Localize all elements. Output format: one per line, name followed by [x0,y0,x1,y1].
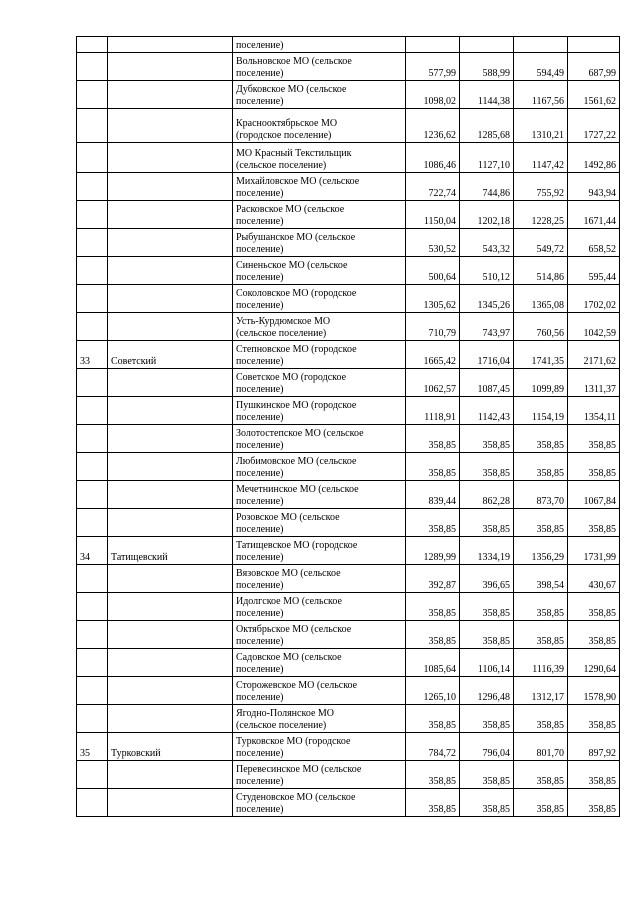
settlement-name-cell: Золотостепское МО (сельское поселение) [233,425,406,453]
value-cell-4: 358,85 [568,453,620,481]
value-cell-3: 1356,29 [514,537,568,565]
value-cell-4: 1492,86 [568,143,620,173]
district-cell: Советский [108,341,233,369]
row-number-cell [77,81,108,109]
district-cell [108,143,233,173]
table-row [77,761,620,789]
row-number-cell [77,621,108,649]
settlement-name-cell: Студеновское МО (сельское поселение) [233,789,406,817]
value-cell-2: 510,12 [460,257,514,285]
table-row [77,677,620,705]
district-cell [108,201,233,229]
table-row [77,229,620,257]
value-cell-3: 358,85 [514,761,568,789]
row-number-cell: 35 [77,733,108,761]
settlement-name-cell: поселение) [233,37,406,53]
value-cell-2: 358,85 [460,593,514,621]
value-cell-1: 1289,99 [406,537,460,565]
value-cell-1: 358,85 [406,789,460,817]
settlement-name-cell: Пушкинское МО (городское поселение) [233,397,406,425]
table-row [77,733,620,761]
value-cell-1: 358,85 [406,425,460,453]
value-cell-4: 358,85 [568,789,620,817]
row-number-cell [77,369,108,397]
value-cell-1: 1118,91 [406,397,460,425]
table-row [77,313,620,341]
district-cell [108,81,233,109]
value-cell-1: 500,64 [406,257,460,285]
row-number-cell [77,173,108,201]
table-row [77,481,620,509]
row-number-cell [77,761,108,789]
value-cell-4: 358,85 [568,621,620,649]
settlement-name-cell: Идолгское МО (сельское поселение) [233,593,406,621]
settlement-name-cell: Ягодно-Полянское МО (сельское поселение) [233,705,406,733]
row-number-cell [77,789,108,817]
settlement-name-cell: Сторожевское МО (сельское поселение) [233,677,406,705]
value-cell-2: 358,85 [460,761,514,789]
value-cell-2: 588,99 [460,53,514,81]
settlement-name-cell: Татищевское МО (городское поселение) [233,537,406,565]
table-row [77,285,620,313]
value-cell-2: 1087,45 [460,369,514,397]
district-cell [108,425,233,453]
row-number-cell [77,705,108,733]
value-cell-1: 1062,57 [406,369,460,397]
settlements-table-body [77,37,620,817]
value-cell-2: 1144,38 [460,81,514,109]
value-cell-1: 839,44 [406,481,460,509]
settlement-name-cell: Расковское МО (сельское поселение) [233,201,406,229]
value-cell-4: 358,85 [568,425,620,453]
value-cell-2: 358,85 [460,509,514,537]
value-cell-3: 1167,56 [514,81,568,109]
value-cell-2 [460,37,514,53]
row-number-cell [77,425,108,453]
district-cell [108,173,233,201]
value-cell-4: 943,94 [568,173,620,201]
table-row [77,143,620,173]
table-row [77,81,620,109]
table-row [77,789,620,817]
value-cell-2: 796,04 [460,733,514,761]
value-cell-4: 1727,22 [568,109,620,143]
value-cell-2: 358,85 [460,705,514,733]
table-row [77,705,620,733]
value-cell-1: 577,99 [406,53,460,81]
settlement-name-cell: Краснооктябрьское МО (городское поселение) [233,109,406,143]
value-cell-3: 358,85 [514,425,568,453]
value-cell-1: 1236,62 [406,109,460,143]
value-cell-1: 1665,42 [406,341,460,369]
district-cell [108,621,233,649]
value-cell-3: 594,49 [514,53,568,81]
row-number-cell [77,649,108,677]
table-row [77,593,620,621]
value-cell-4: 595,44 [568,257,620,285]
district-cell [108,109,233,143]
value-cell-4 [568,37,620,53]
value-cell-3: 801,70 [514,733,568,761]
settlement-name-cell: Советское МО (городское поселение) [233,369,406,397]
value-cell-3: 358,85 [514,509,568,537]
settlement-name-cell: Розовское МО (сельское поселение) [233,509,406,537]
value-cell-1: 784,72 [406,733,460,761]
settlement-name-cell: Синеньское МО (сельское поселение) [233,257,406,285]
value-cell-2: 862,28 [460,481,514,509]
value-cell-3: 1365,08 [514,285,568,313]
value-cell-1: 1098,02 [406,81,460,109]
value-cell-2: 358,85 [460,453,514,481]
value-cell-1: 710,79 [406,313,460,341]
settlement-name-cell: Усть-Курдюмское МО (сельское поселение) [233,313,406,341]
table-row [77,621,620,649]
row-number-cell [77,565,108,593]
table-row [77,565,620,593]
table-row [77,649,620,677]
settlement-name-cell: Михайловское МО (сельское поселение) [233,173,406,201]
settlement-name-cell: Соколовское МО (городское поселение) [233,285,406,313]
settlement-name-cell: Рыбушанское МО (сельское поселение) [233,229,406,257]
value-cell-1: 392,87 [406,565,460,593]
value-cell-2: 1127,10 [460,143,514,173]
table-row [77,201,620,229]
settlement-name-cell: Степновское МО (городское поселение) [233,341,406,369]
value-cell-4: 358,85 [568,705,620,733]
value-cell-2: 1296,48 [460,677,514,705]
district-cell: Татищевский [108,537,233,565]
settlement-name-cell: Мечетнинское МО (сельское поселение) [233,481,406,509]
settlement-name-cell: Вязовское МО (сельское поселение) [233,565,406,593]
table-row [77,425,620,453]
value-cell-3: 1312,17 [514,677,568,705]
value-cell-4: 1702,02 [568,285,620,313]
value-cell-1: 358,85 [406,509,460,537]
value-cell-4: 1290,64 [568,649,620,677]
row-number-cell: 33 [77,341,108,369]
district-cell [108,509,233,537]
district-cell [108,53,233,81]
value-cell-1: 358,85 [406,761,460,789]
table-row [77,369,620,397]
value-cell-2: 1334,19 [460,537,514,565]
value-cell-4: 1578,90 [568,677,620,705]
value-cell-1: 1150,04 [406,201,460,229]
table-row [77,53,620,81]
row-number-cell [77,313,108,341]
value-cell-2: 396,65 [460,565,514,593]
settlement-name-cell: Любимовское МО (сельское поселение) [233,453,406,481]
value-cell-1: 722,74 [406,173,460,201]
value-cell-3: 514,86 [514,257,568,285]
value-cell-4: 430,67 [568,565,620,593]
value-cell-4: 358,85 [568,509,620,537]
value-cell-2: 1142,43 [460,397,514,425]
value-cell-2: 358,85 [460,789,514,817]
row-number-cell [77,481,108,509]
value-cell-3: 1154,19 [514,397,568,425]
row-number-cell [77,53,108,81]
row-number-cell [77,143,108,173]
value-cell-4: 358,85 [568,761,620,789]
table-row [77,173,620,201]
settlement-name-cell: МО Красный Текстильщик (сельское поселение) [233,143,406,173]
value-cell-2: 1106,14 [460,649,514,677]
value-cell-3: 1741,35 [514,341,568,369]
table-row [77,109,620,143]
row-number-cell [77,453,108,481]
value-cell-3: 1147,42 [514,143,568,173]
settlement-name-cell: Садовское МО (сельское поселение) [233,649,406,677]
value-cell-3: 755,92 [514,173,568,201]
value-cell-2: 358,85 [460,425,514,453]
district-cell [108,285,233,313]
value-cell-2: 543,32 [460,229,514,257]
row-number-cell [77,109,108,143]
value-cell-3: 1116,39 [514,649,568,677]
value-cell-3 [514,37,568,53]
row-number-cell: 34 [77,537,108,565]
value-cell-4: 897,92 [568,733,620,761]
district-cell [108,565,233,593]
district-cell [108,397,233,425]
row-number-cell [77,397,108,425]
value-cell-4: 687,99 [568,53,620,81]
value-cell-3: 760,56 [514,313,568,341]
value-cell-3: 1099,89 [514,369,568,397]
settlements-table [76,36,620,817]
value-cell-1: 358,85 [406,593,460,621]
value-cell-4: 1731,99 [568,537,620,565]
value-cell-2: 358,85 [460,621,514,649]
value-cell-2: 1345,26 [460,285,514,313]
district-cell [108,761,233,789]
row-number-cell [77,285,108,313]
value-cell-1: 358,85 [406,453,460,481]
value-cell-1: 1305,62 [406,285,460,313]
value-cell-2: 1285,68 [460,109,514,143]
value-cell-3: 358,85 [514,593,568,621]
value-cell-1: 530,52 [406,229,460,257]
table-row [77,453,620,481]
value-cell-2: 744,86 [460,173,514,201]
value-cell-4: 1042,59 [568,313,620,341]
value-cell-3: 1228,25 [514,201,568,229]
table-row [77,341,620,369]
row-number-cell [77,593,108,621]
value-cell-4: 1671,44 [568,201,620,229]
district-cell [108,649,233,677]
value-cell-3: 358,85 [514,789,568,817]
value-cell-3: 358,85 [514,705,568,733]
value-cell-1: 1085,64 [406,649,460,677]
district-cell [108,453,233,481]
table-row [77,37,620,53]
district-cell [108,481,233,509]
value-cell-3: 549,72 [514,229,568,257]
row-number-cell [77,257,108,285]
value-cell-1: 1265,10 [406,677,460,705]
settlement-name-cell: Дубковское МО (сельское поселение) [233,81,406,109]
value-cell-1: 1086,46 [406,143,460,173]
table-row [77,537,620,565]
value-cell-2: 1716,04 [460,341,514,369]
value-cell-2: 1202,18 [460,201,514,229]
value-cell-2: 743,97 [460,313,514,341]
value-cell-1 [406,37,460,53]
value-cell-4: 1311,37 [568,369,620,397]
value-cell-4: 1561,62 [568,81,620,109]
row-number-cell [77,201,108,229]
district-cell [108,677,233,705]
value-cell-3: 398,54 [514,565,568,593]
row-number-cell [77,229,108,257]
value-cell-4: 358,85 [568,593,620,621]
table-row [77,397,620,425]
table-row [77,257,620,285]
district-cell [108,593,233,621]
district-cell [108,705,233,733]
value-cell-1: 358,85 [406,705,460,733]
value-cell-1: 358,85 [406,621,460,649]
district-cell [108,257,233,285]
district-cell [108,313,233,341]
district-cell [108,789,233,817]
district-cell [108,229,233,257]
value-cell-3: 358,85 [514,453,568,481]
settlement-name-cell: Перевесинское МО (сельское поселение) [233,761,406,789]
district-cell [108,37,233,53]
row-number-cell [77,37,108,53]
district-cell: Турковский [108,733,233,761]
district-cell [108,369,233,397]
row-number-cell [77,509,108,537]
table-row [77,509,620,537]
settlement-name-cell: Вольновское МО (сельское поселение) [233,53,406,81]
value-cell-3: 873,70 [514,481,568,509]
value-cell-4: 1354,11 [568,397,620,425]
settlement-name-cell: Турковское МО (городское поселение) [233,733,406,761]
value-cell-4: 658,52 [568,229,620,257]
row-number-cell [77,677,108,705]
value-cell-3: 1310,21 [514,109,568,143]
value-cell-4: 1067,84 [568,481,620,509]
value-cell-3: 358,85 [514,621,568,649]
settlement-name-cell: Октябрьское МО (сельское поселение) [233,621,406,649]
value-cell-4: 2171,62 [568,341,620,369]
